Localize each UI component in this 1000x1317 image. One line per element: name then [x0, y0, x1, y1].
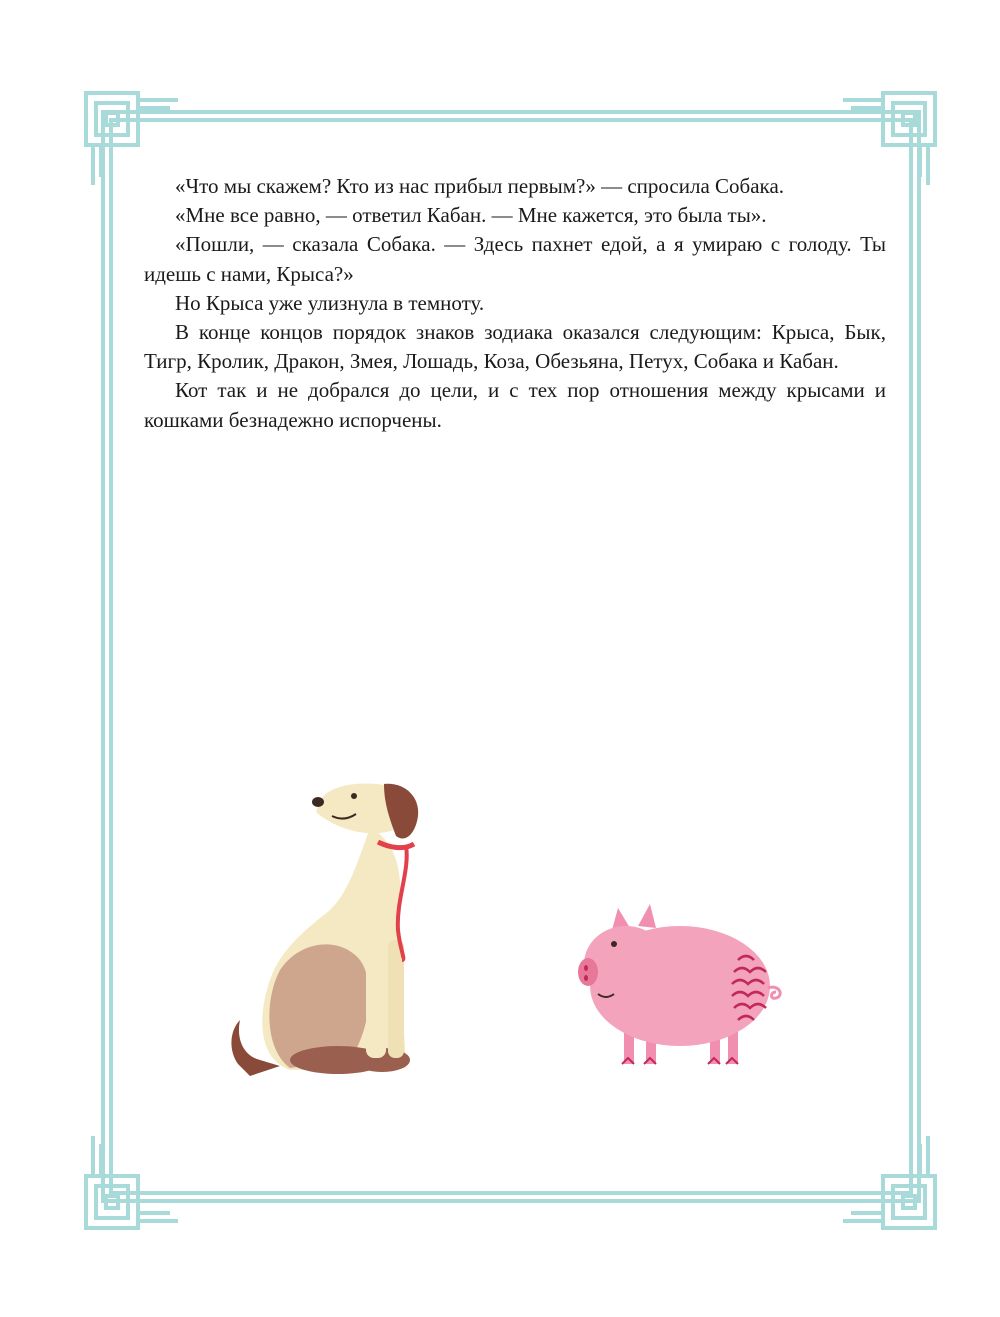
paragraph-6: Кот так и не добрался до цели, и с тех пор отношения между крысами и кошками безнадежно испорчены. [144, 378, 886, 432]
pig-illustration [578, 904, 780, 1064]
paragraph-3: «Пошли, — сказала Собака. — Здесь пахнет едой, а я умираю с голоду. Ты идешь с нами, Крыса?» [144, 232, 886, 286]
paragraph-4: Но Крыса уже улизнула в темноту. [175, 290, 485, 315]
dog-and-pig-illustration [220, 760, 820, 1090]
paragraph-1: «Что мы скажем? Кто из нас прибыл первым?» — спросила Собака. [175, 174, 785, 198]
corner-ornament-bottom-left [86, 1136, 178, 1228]
story-text [144, 172, 886, 435]
dog-illustration [231, 784, 418, 1076]
paragraph-2: «Мне все равно, — ответил Кабан. — Мне кажется, это была ты». [175, 203, 767, 228]
paragraph-5: В конце концов порядок знаков зодиака оказался следующим: Крыса, Бык, Тигр, Кролик, Дракон, Змея, Лошадь, Коза, Обезьяна, Петух, Собака и Кабан. [144, 320, 886, 374]
corner-ornament-bottom-right [843, 1136, 935, 1228]
